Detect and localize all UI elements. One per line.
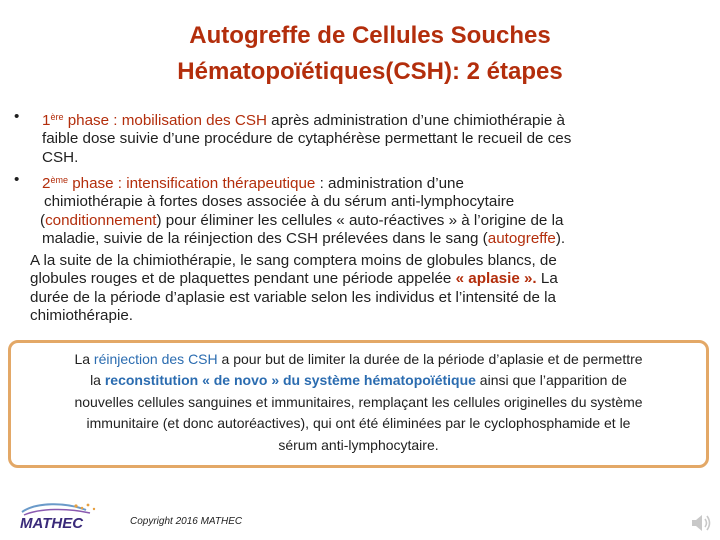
phase-1-term: phase : mobilisation des CSH: [63, 112, 267, 129]
phase-2-term: phase : intensification thérapeutique: [67, 175, 316, 192]
mathec-logo: [16, 500, 116, 532]
aplasie-term: « aplasie ».: [455, 270, 537, 288]
bullet-phase-2: 2ème phase : intensification thérapeutique : administration d’une chimiothérapie à fortes doses associée à du sérum anti-lymphocytaire (conditionnement) pour éliminer les cellules « auto-réactives » à l’origine de la maladie, suivie de la réinjection des CSH prélevées dans le sang (autogreffe).: [40, 175, 566, 248]
bullet-marker-1: •: [14, 108, 20, 125]
slide-title: [120, 18, 620, 90]
svg-text:MATHEC: MATHEC: [20, 515, 84, 532]
title-line-2: Hématopoïétiques(CSH): 2 étapes: [177, 58, 563, 85]
title-line-1: Autogreffe de Cellules Souches: [189, 22, 551, 49]
autogreffe-term: autogreffe: [487, 230, 556, 248]
copyright-text: Copyright 2016 MATHEC: [130, 516, 243, 527]
bullet-phase-1: 1ère phase : mobilisation des CSH après administration d’une chimiothérapie à faible dose suivie d’une procédure de cytaphérèse permettant le recueil de ces CSH.: [42, 112, 572, 166]
reconstitution-term: reconstitution « de novo » du système hématopoïétique: [104, 372, 476, 389]
reinjection-term: réinjection des CSH: [93, 351, 218, 367]
speaker-icon[interactable]: [690, 511, 712, 535]
conditionnement-term: conditionnement: [45, 211, 157, 229]
bullet-marker-2: •: [14, 171, 20, 188]
aplasie-paragraph: A la suite de la chimiothérapie, le sang comptera moins de globules blancs, de globules rouges et de plaquettes pendant une période appelée « aplasie ». La durée de la période d’aplasie est variable selon les individus et l’intensité de la chimiothérapie.: [30, 252, 558, 325]
summary-text: La réinjection des CSH a pour but de limiter la durée de la période d’aplasie et de permettre la reconstitution « de novo » du système hématopoïétique ainsi que l’apparition de nouvelles cellules sanguines et immunitaires, remplaçant les cellules originelles du système immunitaire (et donc autoréactives), qui ont été éliminées par le cyclophosphamide et le sérum anti-lymphocytaire.: [74, 351, 643, 453]
